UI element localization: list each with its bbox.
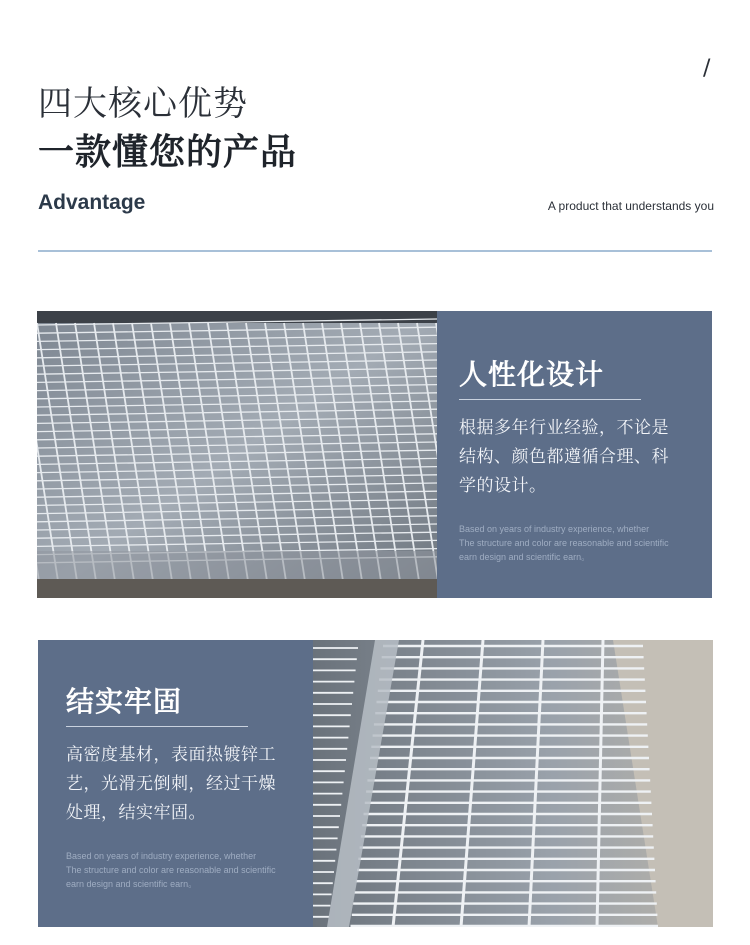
- feature-note-2: Based on years of industry experience, whether The structure and color are reasonable and scientific earn design and scientific earn。: [66, 851, 276, 889]
- feature-title-1: 人性化设计: [459, 358, 605, 391]
- advantage-label: Advantage: [38, 191, 146, 214]
- feature-panel-2: [38, 640, 313, 927]
- title-line-2: 一款懂您的产品: [38, 132, 298, 173]
- header-slash: /: [703, 56, 711, 81]
- title-line-1: 四大核心优势: [38, 84, 248, 124]
- grating-photo-2: [313, 640, 713, 927]
- feature-divider-2: [66, 726, 248, 727]
- feature-title-2: 结实牢固: [66, 685, 183, 718]
- feature-body-2: 高密度基材，表面热镀锌工 艺，光滑无倒刺，经过干燥 处理，结实牢固。: [66, 745, 276, 823]
- feature-note-1: Based on years of industry experience, whether The structure and color are reasonable and scientific earn design and scientific earn。: [459, 524, 669, 562]
- feature-panel-1: [437, 311, 712, 598]
- tagline: A product that understands you: [547, 199, 714, 213]
- header-divider: [38, 250, 712, 252]
- feature-body-1: 根据多年行业经验，不论是 结构、颜色都遵循合理、科 学的设计。: [459, 418, 669, 496]
- feature-divider-1: [459, 399, 641, 400]
- grating-photo-1: [37, 311, 437, 598]
